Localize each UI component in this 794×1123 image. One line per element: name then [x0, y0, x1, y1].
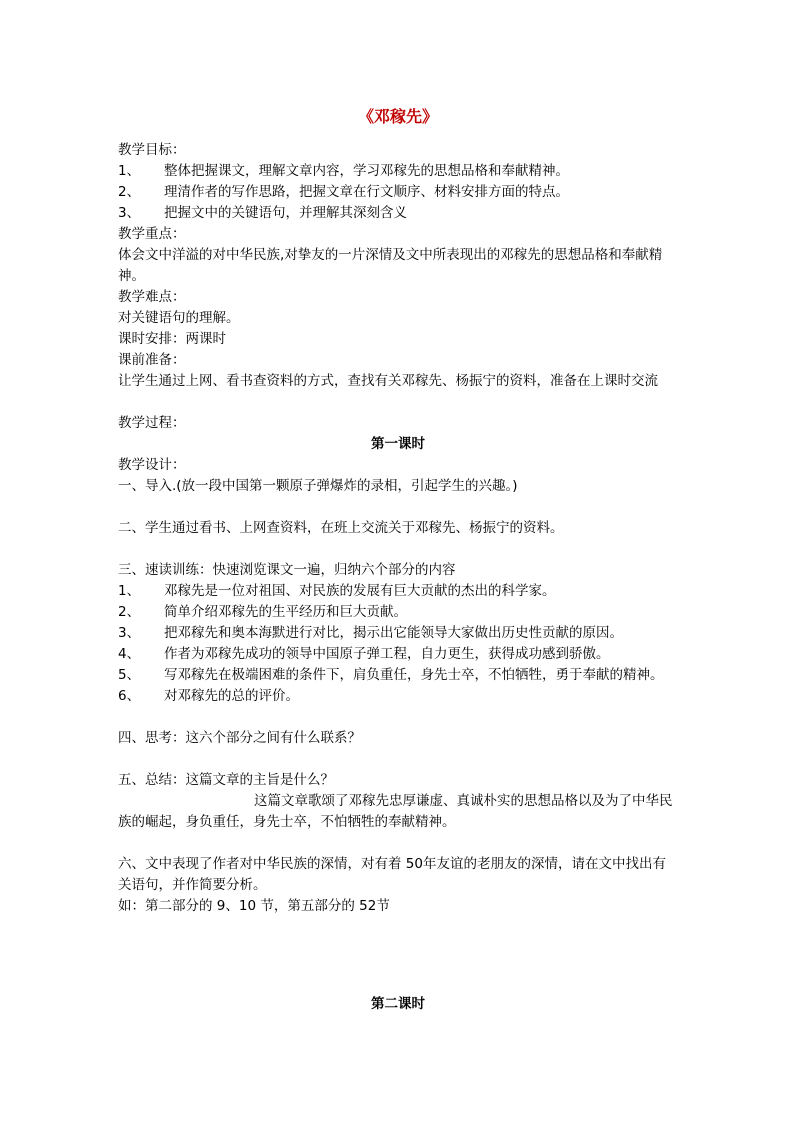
objective-text: 把握文中的关键语句，并理解其深刻含义 [164, 205, 407, 221]
document-page [118, 104, 678, 1012]
part-text: 对邓稼先的总的评价。 [164, 688, 299, 704]
focus-label: 教学重点： [118, 226, 186, 242]
lesson1-heading: 第一课时 [371, 436, 425, 452]
part-text: 邓稼先是一位对祖国、对民族的发展有巨大贡献的杰出的科学家。 [164, 583, 556, 599]
objective-text: 理清作者的写作思路，把握文章在行文顺序、材料安排方面的特点。 [164, 184, 569, 200]
part-number: 5、 [118, 667, 141, 683]
part-number: 2、 [118, 604, 141, 620]
focus-text: 体会文中洋溢的对中华民族,对挚友的一片深情及文中所表现出的邓稼先的思想品格和奉献精神。 [118, 247, 663, 284]
process-label: 教学过程： [118, 415, 186, 431]
objective-number: 1、 [118, 163, 141, 179]
part-number: 4、 [118, 646, 141, 662]
part-number: 6、 [118, 688, 141, 704]
difficulty-label: 教学难点： [118, 289, 186, 305]
objective-text: 整体把握课文，理解文章内容，学习邓稼先的思想品格和奉献精神。 [164, 163, 569, 179]
part-item [118, 644, 678, 665]
part-text: 把邓稼先和奥本海默进行对比，揭示出它能领导大家做出历史性贡献的原因。 [164, 625, 623, 641]
document-title: 《邓稼先》 [357, 107, 438, 126]
lesson2-heading: 第二课时 [371, 996, 425, 1012]
part-text: 简单介绍邓稼先的生平经历和巨大贡献。 [164, 604, 407, 620]
objective-item [118, 161, 678, 182]
step-research: 二、学生通过看书、上网查资料，在班上交流关于邓稼先、杨振宁的资料。 [118, 520, 564, 536]
part-item [118, 623, 678, 644]
objective-number: 2、 [118, 184, 141, 200]
step-think: 四、思考：这六个部分之间有什么联系？ [118, 730, 361, 746]
part-text: 写邓稼先在极端困难的条件下，肩负重任，身先士卒，不怕牺牲，勇于奉献的精神。 [164, 667, 664, 683]
part-item [118, 581, 678, 602]
summary-answer: 这篇文章歌颂了邓稼先忠厚谦虚、真诚朴实的思想品格以及为了中华民族的崛起，身负重任，身先士卒，不怕牺牲的奉献精神。 [118, 793, 673, 830]
step-intro: 一、导入.(放一段中国第一颗原子弹爆炸的录相，引起学生的兴趣。) [118, 478, 518, 494]
prep-text: 让学生通过上网、看书查资料的方式，查找有关邓稼先、杨振宁的资料，准备在上课时交流 [118, 373, 658, 389]
analysis-example: 如：第二部分的 9、10 节，第五部分的 52节 [118, 898, 390, 914]
prep-label: 课前准备： [118, 352, 186, 368]
objective-item [118, 203, 678, 224]
schedule-text: 课时安排：两课时 [118, 331, 226, 347]
part-item [118, 602, 678, 623]
step-analysis: 六、文中表现了作者对中华民族的深情，对有着 50年友谊的老朋友的深情，请在文中找出有关语句，并作简要分析。 [118, 856, 666, 893]
objective-number: 3、 [118, 205, 141, 221]
difficulty-text: 对关键语句的理解。 [118, 310, 240, 326]
part-text: 作者为邓稼先成功的领导中国原子弹工程，自力更生，获得成功感到骄傲。 [164, 646, 610, 662]
part-item [118, 665, 678, 686]
step-summary: 五、总结：这篇文章的主旨是什么？ [118, 772, 334, 788]
objectives-label: 教学目标： [118, 142, 186, 158]
step-speed-reading: 三、速读训练：快速浏览课文一遍，归纳六个部分的内容 [118, 562, 456, 578]
part-item [118, 686, 678, 707]
objective-item [118, 182, 678, 203]
part-number: 1、 [118, 583, 141, 599]
design-label: 教学设计： [118, 457, 186, 473]
part-number: 3、 [118, 625, 141, 641]
